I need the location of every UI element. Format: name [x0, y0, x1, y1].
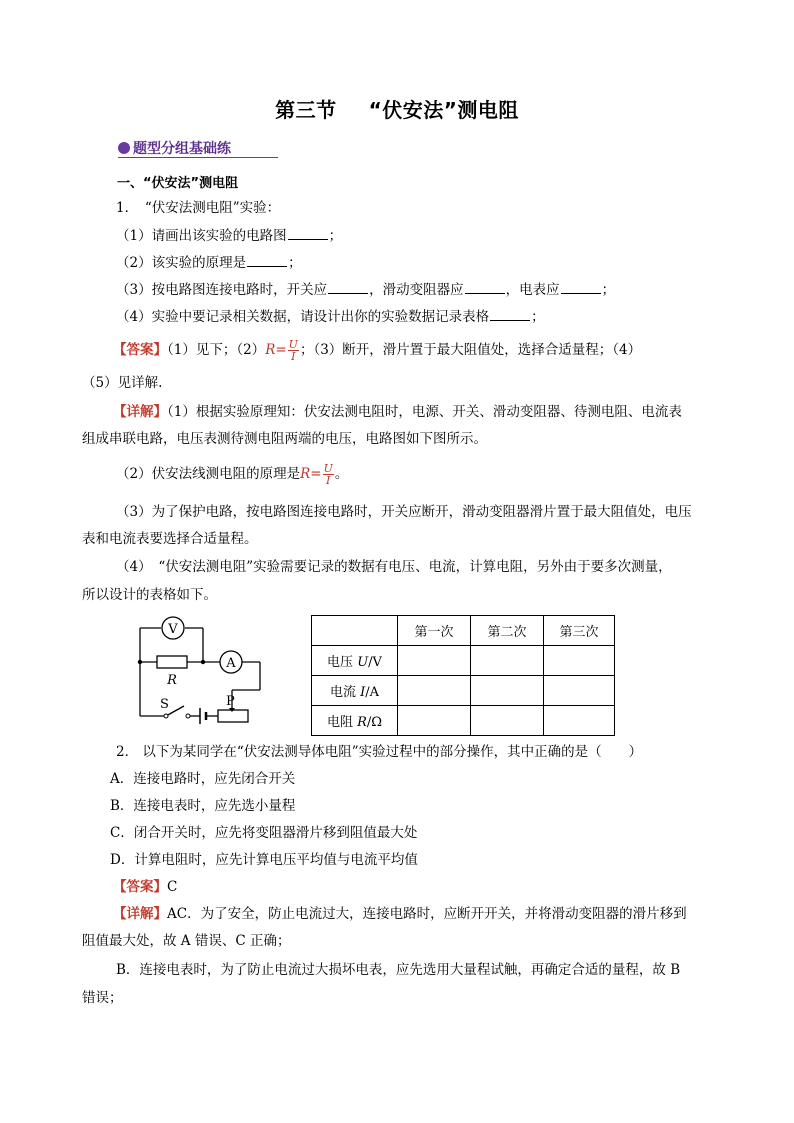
- slider-label: P: [226, 694, 235, 709]
- answer-blank: [561, 281, 601, 294]
- q2-option-c: C．闭合开关时，应先将变阻器滑片移到阻值最大处: [110, 825, 418, 841]
- fraction-denominator: I: [326, 474, 331, 487]
- table-header-row: [312, 616, 615, 646]
- q1-part4-text: （4）实验中要记录相关数据，请设计出你的实验数据记录表格: [116, 309, 490, 325]
- table-cell: [544, 646, 615, 676]
- row-label-current: [312, 676, 398, 706]
- row-label-voltage: [312, 646, 398, 676]
- q1-detail-2: [116, 463, 348, 486]
- table-row: [312, 676, 615, 706]
- table-header-cell: [312, 616, 398, 646]
- punct: ；: [288, 255, 302, 271]
- row-label-text: 电流: [329, 685, 361, 700]
- table-row: [312, 646, 615, 676]
- page-title: [0, 94, 794, 123]
- q1-part3-text-c: ，电表应: [505, 282, 560, 298]
- answer-blank: [490, 308, 530, 321]
- junction-dot: [138, 660, 142, 664]
- q1-answer-cont: （5）见详解.: [82, 375, 163, 391]
- q1-part3-text-b: ，滑动变阻器应: [369, 282, 464, 298]
- q1-answer: [113, 339, 641, 362]
- q1-detail-3b: 表和电流表要选择合适量程。: [82, 531, 258, 547]
- q2-option-a: A．连接电路时，应先闭合开关: [110, 771, 296, 787]
- q1-part2-text: （2）该实验的原理是: [116, 255, 247, 271]
- table-cell: [544, 676, 615, 706]
- q1-detail-1a: [113, 402, 682, 422]
- table-row: [312, 706, 615, 736]
- formula-fraction: [288, 339, 299, 362]
- q2-detail-1a-text: AC．为了安全，防止电流过大，连接电路时，应断开开关，并将滑动变阻器的滑片移到: [167, 906, 687, 922]
- table-cell: [398, 676, 471, 706]
- switch-contact: [164, 714, 168, 718]
- q1-answer-text-a: （1）见下；（2）: [167, 342, 266, 358]
- row-label-text: 电压: [327, 655, 358, 670]
- row-label-unit: /Ω: [366, 715, 383, 730]
- junction-dot: [201, 660, 205, 664]
- row-label-text: 电阻: [326, 715, 358, 730]
- section-badge-label: 题型分组基础练: [133, 141, 231, 157]
- table-cell: [471, 646, 544, 676]
- q1-part3-text-a: （3）按电路图连接电路时，开关应: [116, 282, 328, 298]
- row-label-symbol: R: [357, 715, 367, 730]
- q1-detail-2-text: （2）伏安法线测电阻的原理是: [116, 466, 301, 482]
- q2-answer-value: C: [167, 879, 178, 895]
- answer-blank: [328, 281, 368, 294]
- ammeter-label: A: [226, 656, 236, 671]
- voltmeter-label: V: [168, 622, 178, 637]
- row-label-unit: /V: [368, 655, 382, 670]
- fraction-numerator: U: [323, 462, 333, 475]
- bullet-dot-icon: [118, 142, 130, 154]
- answer-tag: 【答案】: [113, 342, 167, 358]
- row-label-symbol: U: [357, 655, 369, 670]
- switch-contact: [186, 714, 190, 718]
- q2-answer: [113, 877, 177, 897]
- q2-option-d: D．计算电阻时，应先计算电压平均值与电流平均值: [110, 852, 418, 868]
- q2-detail-1a: [113, 904, 687, 924]
- answer-blank: [247, 254, 287, 267]
- table-cell: [398, 706, 471, 736]
- formula-fraction: [323, 463, 334, 486]
- answer-blank: [288, 227, 328, 240]
- title-section-number: 第三节: [275, 98, 337, 122]
- q1-detail-4a: （4） “伏安法测电阻”实验需要记录的数据有电压、电流，计算电阻，另外由于要多次测量，: [116, 559, 672, 575]
- q1-part2: [116, 253, 302, 273]
- punct: ；: [328, 228, 343, 244]
- detail-tag: 【详解】: [113, 906, 167, 922]
- data-record-table: [311, 615, 615, 736]
- table-cell: [471, 676, 544, 706]
- formula-lhs: R: [300, 466, 311, 482]
- q2-detail-2b: 错误；: [82, 990, 123, 1006]
- row-label-resistance: [312, 706, 398, 736]
- q1-detail-3a: （3）为了保护电路，按电路图连接电路时，开关应断开，滑动变阻器滑片置于最大阻值处，电压: [116, 504, 692, 520]
- q1-detail-1a-text: （1）根据实验原理知：伏安法测电阻时，电源、开关、滑动变阻器、待测电阻、电流表: [167, 404, 682, 420]
- q1-part1: [116, 226, 342, 246]
- section-underline: [118, 157, 278, 158]
- table-cell: [471, 706, 544, 736]
- punct: 。: [334, 466, 349, 482]
- q1-detail-1b: 组成串联电路，电压表测待测电阻两端的电压，电路图如下图所示。: [82, 431, 487, 447]
- q2-stem: 2． 以下为某同学在“伏安法测导体电阻”实验过程中的部分操作，其中正确的是（ ）: [116, 744, 643, 760]
- circuit-diagram: [130, 612, 280, 730]
- table-cell: [398, 646, 471, 676]
- punct: ；: [601, 282, 616, 298]
- q1-stem: 1． “伏安法测电阻”实验：: [116, 200, 281, 216]
- detail-tag: 【详解】: [113, 404, 167, 420]
- q2-option-b: B．连接电表时，应先选小量程: [110, 798, 296, 814]
- switch-label: S: [160, 697, 169, 712]
- title-topic: “伏安法”测电阻: [368, 98, 519, 122]
- table-cell: [544, 706, 615, 736]
- fraction-numerator: U: [288, 338, 298, 351]
- formula-lhs: R: [265, 342, 276, 358]
- q2-detail-1b: 阻值最大处，故 A 错误、C 正确；: [82, 933, 291, 949]
- table-header-cell: 第三次: [544, 616, 615, 646]
- q1-part1-text: （1）请画出该实验的电路图: [116, 228, 287, 244]
- resistor-label: R: [167, 673, 177, 688]
- sub-heading: 一、“伏安法”测电阻: [117, 176, 239, 191]
- formula-eq: =: [275, 342, 287, 358]
- q1-part3: [116, 280, 615, 300]
- q1-detail-4b: 所以设计的表格如下。: [82, 587, 217, 603]
- table-header-cell: 第二次: [471, 616, 544, 646]
- punct: ；: [531, 309, 545, 325]
- table-header-cell: 第一次: [398, 616, 471, 646]
- answer-blank: [465, 281, 505, 294]
- row-label-symbol: I: [360, 685, 366, 700]
- q1-answer-text-b: ；（3）断开，滑片置于最大阻值处，选择合适量程；（4）: [299, 342, 642, 358]
- section-badge: [118, 138, 231, 158]
- formula-eq: =: [310, 466, 322, 482]
- q1-part4: [116, 307, 545, 327]
- q2-detail-2a: B．连接电表时，为了防止电流过大损坏电表，应先选用大量程试触，再确定合适的量程，故 B: [116, 962, 681, 978]
- answer-tag: 【答案】: [113, 879, 167, 895]
- row-label-unit: /A: [365, 685, 380, 700]
- fraction-denominator: I: [291, 350, 296, 363]
